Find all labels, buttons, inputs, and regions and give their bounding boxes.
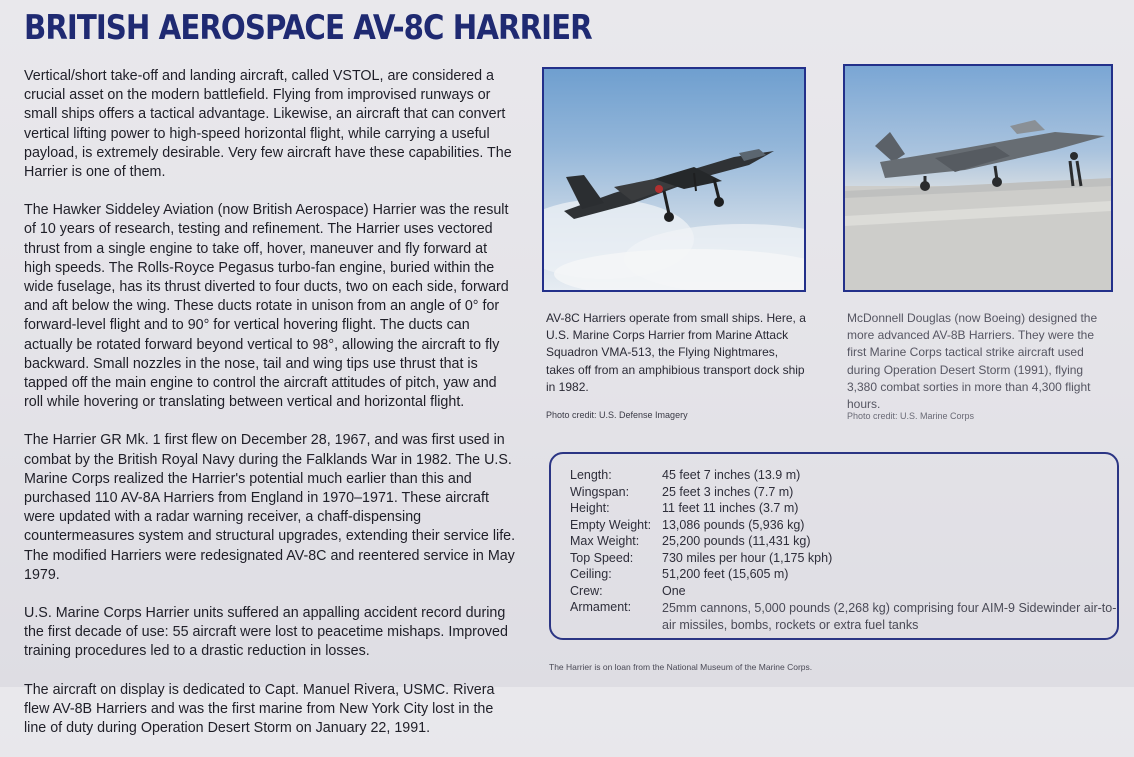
photo-harrier-on-deck xyxy=(843,64,1113,292)
photo-caption-deck: McDonnell Douglas (now Boeing) designed the more advanced AV-8B Harriers. They were the first Marine Corps tactical strike aircraft used during Operation Desert Storm (1991), flying 3,380 combat sorties in more than 4,300 flight hours. xyxy=(847,311,1098,412)
specifications-box xyxy=(549,452,1119,640)
spec-label: Empty Weight: xyxy=(570,517,652,532)
body-text xyxy=(24,67,516,757)
paragraph-service: The Harrier GR Mk. 1 first flew on December 28, 1967, and was first used in combat by the British Royal Navy during the Falklands War in 1982. The U.S. Marine Corps realized the Harrier's potential much earlier than this and purchased 110 AV-8A Harriers from England in 1970–1971. These aircraft were updated with a radar warning receiver, a chaff-dispensing countermeasures system and structural upgrades, extending their service life. The modified Harriers were redesignated AV-8C and reentered service in May 1979. xyxy=(24,432,516,583)
spec-value: One xyxy=(662,583,686,598)
spec-label: Wingspan: xyxy=(570,484,630,499)
paragraph-accidents: U.S. Marine Corps Harrier units suffered an appalling accident record during the first decade of use: 55 aircraft were lost to peacetime mishaps. Improved training procedures led to a drastic reduction in losses. xyxy=(24,605,508,660)
photo-caption-flight: AV-8C Harriers operate from small ships. Here, a U.S. Marine Corps Harrier from Marine Attack Squadron VMA-513, the Flying Nightmares, takes off from an amphibious transport dock ship in 1982. xyxy=(546,311,806,394)
spec-row-height xyxy=(570,501,799,515)
photo-harrier-in-flight xyxy=(542,67,806,292)
spec-value: 11 feet 11 inches (3.7 m) xyxy=(662,501,799,515)
harrier-deck-illustration xyxy=(845,66,1111,290)
spec-value: 25mm cannons, 5,000 pounds (2,268 kg) comprising four AIM-9 Sidewinder air-to-air missiles, bombs, rockets or extra fuel tanks xyxy=(662,601,1117,632)
spec-row-crew xyxy=(570,583,686,598)
spec-label: Height: xyxy=(570,501,610,515)
spec-label: Ceiling: xyxy=(570,567,612,581)
spec-value: 45 feet 7 inches (13.9 m) xyxy=(662,468,801,482)
spec-row-top-speed xyxy=(570,550,833,565)
spec-value: 51,200 feet (15,605 m) xyxy=(662,567,789,581)
loan-note: The Harrier is on loan from the National Museum of the Marine Corps. xyxy=(549,662,813,672)
spec-row-wingspan xyxy=(570,484,794,499)
paragraph-history: The Hawker Siddeley Aviation (now British Aerospace) Harrier was the result of 10 years of research, testing and refinement. The Harrier uses vectored thrust from a single engine to take off, hover, maneuver and fly forward at high speeds. The Rolls-Royce Pegasus turbo-fan engine, buried within the wide fuselage, has its thrust diverted to four ducts, two on each side, forward and aft below the wing. These ducts rotate in unison from an angle of 0° for forward-level flight and to 90° for vertical hovering flight. The ducts can actually be rotated forward beyond vertical to 98°, allowing the aircraft to fly backward. Small nozzles in the nose, tail and wing tips use thrust that is tapped off the main engine to control the aircraft attitudes of pitch, yaw and roll while hovering or translating between vertical and horizontal flight. xyxy=(24,202,509,411)
photo-credit-deck: Photo credit: U.S. Marine Corps xyxy=(847,411,975,421)
page-title: BRITISH AEROSPACE AV-8C HARRIER xyxy=(24,8,592,48)
paragraph-intro: Vertical/short take-off and landing aircraft, called VSTOL, are considered a crucial asset on the modern battlefield. Flying from improvised runways or small ships offers a tactical advantage. Likewise, an aircraft that can convert vertical lifting power to high-speed horizontal flight, while carrying a useful payload, is extremely desirable. Very few aircraft have these capabilities. The Harrier is one of them. xyxy=(24,68,512,181)
spec-row-empty-weight xyxy=(570,517,805,532)
spec-label: Armament: xyxy=(570,600,632,614)
spec-row-max-weight xyxy=(570,534,811,548)
spec-row-length xyxy=(570,468,801,482)
spec-label: Length: xyxy=(570,468,612,482)
spec-row-ceiling xyxy=(570,567,789,581)
spec-value: 25 feet 3 inches (7.7 m) xyxy=(662,484,794,499)
spec-value: 730 miles per hour (1,175 kph) xyxy=(662,550,833,565)
photo-credit-flight: Photo credit: U.S. Defense Imagery xyxy=(546,410,688,420)
spec-label: Top Speed: xyxy=(570,550,634,565)
spec-label: Max Weight: xyxy=(570,534,640,548)
spec-value: 13,086 pounds (5,936 kg) xyxy=(662,517,805,532)
harrier-flight-illustration xyxy=(544,69,804,290)
spec-row-armament xyxy=(570,600,1117,632)
spec-value: 25,200 pounds (11,431 kg) xyxy=(662,534,811,548)
paragraph-dedication: The aircraft on display is dedicated to Capt. Manuel Rivera, USMC. Rivera flew AV-8B Harriers and was the first marine from New York City lost in the line of duty during Operation Desert Storm on January 22, 1991. xyxy=(24,681,495,737)
spec-label: Crew: xyxy=(570,583,603,598)
